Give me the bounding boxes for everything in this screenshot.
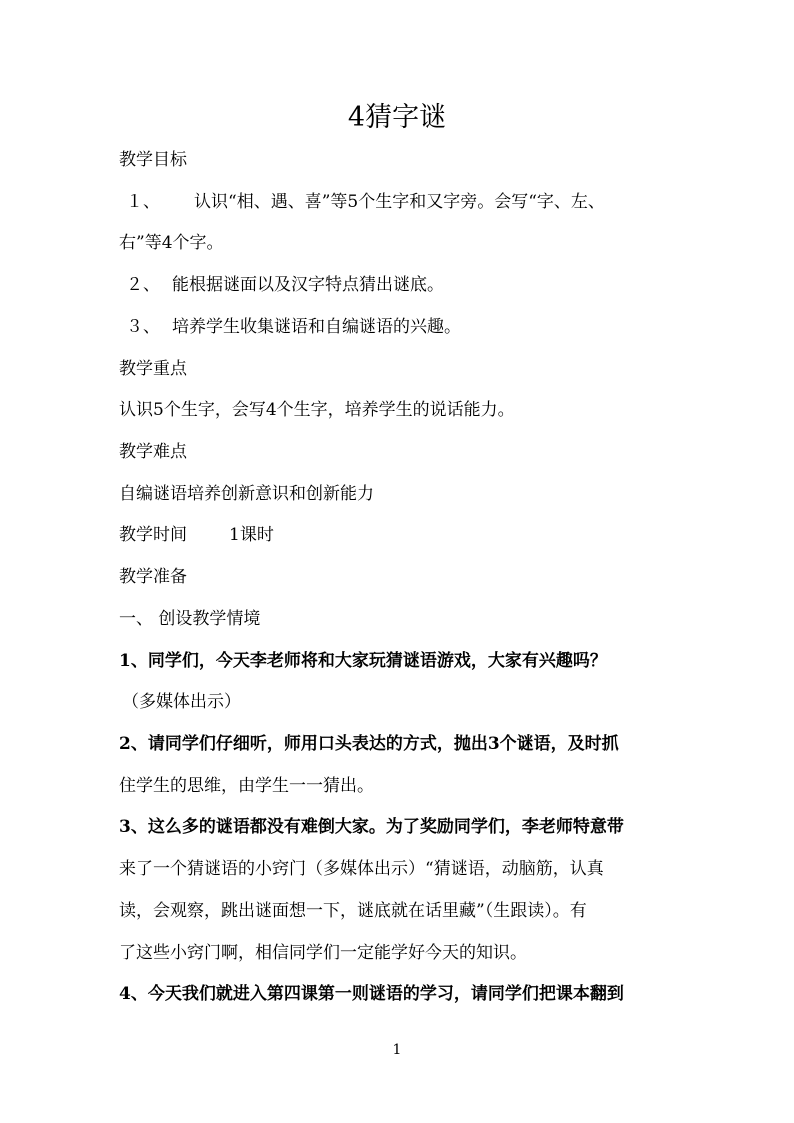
objectives-heading: 教学目标 [119,150,187,170]
key-points-text: 认识5个生字，会写4个生字，培养学生的说话能力。 [119,400,515,420]
section-1-heading: 一、 创设教学情境 [119,609,261,629]
paragraph-1-line-1: 1、同学们，今天李老师将和大家玩猜谜语游戏，大家有兴趣吗？ [119,651,607,671]
paragraph-2-line-2: 住学生的思维，由学生一一猜出。 [119,776,374,796]
lesson-title: 4猜字谜 [347,102,447,133]
difficulties-text: 自编谜语培养创新意识和创新能力 [119,484,374,504]
objective-1-continuation: 右”等4个字。 [119,233,224,253]
paragraph-4-line-1: 4、今天我们就进入第四课第一则谜语的学习，请同学们把课本翻到 [119,984,624,1004]
key-points-heading: 教学重点 [119,359,187,379]
difficulties-heading: 教学难点 [119,442,187,462]
paragraph-3-line-2: 来了一个猜谜语的小窍门（多媒体出示）“猜谜语，动脑筋，认真 [119,859,604,879]
preparation-heading: 教学准备 [119,567,187,587]
objective-2-text: 能根据谜面以及汉字特点猜出谜底。 [172,275,444,295]
objective-item-2 [126,272,444,298]
objective-item-1 [126,189,605,215]
teaching-time [119,522,274,548]
objective-1-number: １、 [126,192,160,212]
paragraph-3-line-3: 读，会观察，跳出谜面想一下，谜底就在话里藏”（生跟读）。有 [119,901,587,921]
teaching-time-label: 教学时间 [119,525,187,545]
objective-1-text: 认识“相、遇、喜”等5个生字和又字旁。会写“字、左、 [194,192,605,212]
objective-2-number: ２、 [126,275,160,295]
objective-item-3 [126,314,461,340]
paragraph-2-line-1: 2、请同学们仔细听，师用口头表达的方式，抛出3个谜语，及时抓 [119,734,619,754]
paragraph-1-line-2: （多媒体出示） [122,692,241,712]
paragraph-3-line-1: 3、这么多的谜语都没有难倒大家。为了奖励同学们，李老师特意带 [119,817,624,837]
teaching-time-value: 1课时 [229,525,274,545]
objective-3-text: 培养学生收集谜语和自编谜语的兴趣。 [172,317,461,337]
page-number: 1 [392,1042,402,1058]
objective-3-number: ３、 [126,317,160,337]
paragraph-3-line-4: 了这些小窍门啊，相信同学们一定能学好今天的知识。 [119,943,527,963]
